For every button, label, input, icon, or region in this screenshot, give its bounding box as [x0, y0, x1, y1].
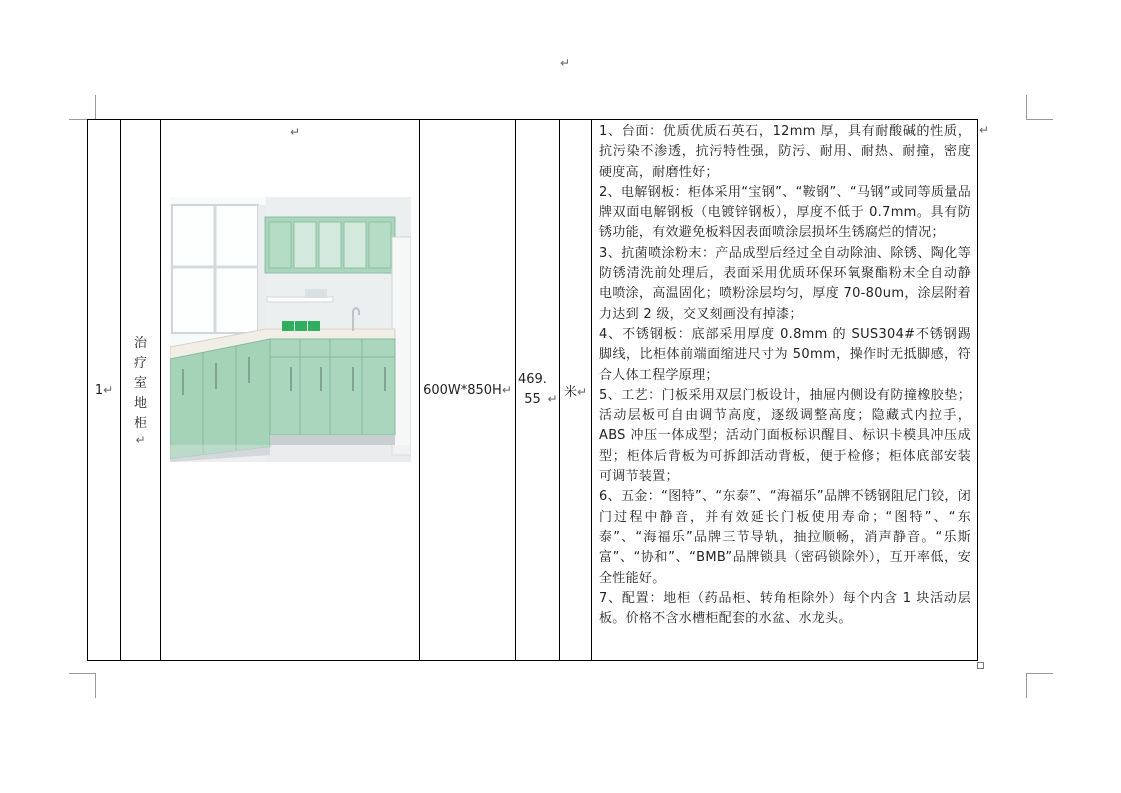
paragraph-mark: ↵ — [290, 125, 301, 139]
kitchen-cabinet-illustration — [170, 197, 411, 462]
quantity-value: 469.55 — [517, 372, 547, 407]
paragraph-mark: ↵ — [576, 384, 588, 399]
item-image-cell — [161, 120, 420, 661]
table-row — [88, 120, 978, 661]
quantity-cell — [516, 120, 560, 661]
spec-paragraph: 6、五金：“图特”、“东泰”、“海福乐”品牌不锈钢阻尼门铰，闭门过程中静音，并有效延长门板使用寿命；“图特”、“东泰”、“海福乐”品牌三节导轨，抽拉顺畅，消声静音。“乐斯富”、“协和”、“BMB”品牌锁具（密码锁除外），互开率低，安全性能好。 — [599, 489, 971, 586]
spec-description-cell — [592, 120, 978, 661]
crop-mark-top-right — [1026, 95, 1053, 120]
crop-mark-top-left — [69, 95, 96, 120]
item-name-cell — [121, 120, 161, 661]
unit-cell — [560, 120, 592, 661]
crop-mark-bottom-right — [1026, 673, 1053, 698]
size-value: 600W*850H — [423, 382, 502, 398]
paragraph-mark: ↵ — [979, 123, 990, 137]
paragraph-mark: ↵ — [560, 56, 571, 70]
kitchen-cabinet-photo — [170, 197, 411, 462]
paragraph-mark: ↵ — [135, 433, 146, 447]
spec-paragraph: 2、电解钢板：柜体采用“宝钢”、“鞍钢”、“马钢”或同等质量品牌双面电解钢板（电镀锌钢板），厚度不低于 0.7mm。具有防锈功能，有效避免板料因表面喷涂层损坏生锈腐烂的情况； — [599, 184, 971, 241]
crop-mark-bottom-left — [69, 673, 96, 698]
spec-paragraph: 7、配置：地柜（药品柜、转角柜除外）每个内含 1 块活动层板。价格不含水槽柜配套的水盆、水龙头。 — [599, 590, 971, 627]
size-cell — [420, 120, 516, 661]
paragraph-mark: ↵ — [547, 392, 558, 406]
spec-paragraph: 5、工艺：门板采用双层门板设计，抽屉内侧设有防撞橡胶垫；活动层板可自由调节高度，逐级调整高度；隐藏式内拉手，ABS 冲压一体成型；活动门面板标识醒目、标识卡模具冲压成型；柜体后背板为可拆卸活动背板，便于检修；柜体底部安装可调节装置； — [599, 387, 971, 485]
table-resize-handle[interactable] — [977, 662, 984, 669]
spec-paragraph: 1、台面：优质优质石英石，12mm 厚，具有耐酸碱的性质，抗污染不渗透，抗污特性强，防污、耐用、耐热、耐撞，密度硬度高，耐磨性好； — [599, 124, 971, 180]
item-name: 治疗室地柜 — [133, 336, 147, 431]
paragraph-mark: ↵ — [103, 382, 114, 397]
row-number: 1 — [94, 382, 104, 398]
row-number-cell — [88, 120, 121, 661]
paragraph-mark: ↵ — [501, 382, 512, 397]
spec-table — [87, 119, 978, 661]
spec-paragraph: 3、抗菌喷涂粉末：产品成型后经过全自动除油、除锈、陶化等防锈清洗前处理后，表面采用优质环保环氧聚酯粉末全自动静电喷涂，高温固化；喷粉涂层均匀，厚度 70-80um，涂层附着力达到 2 级，交叉刻画没有掉漆； — [599, 245, 971, 322]
unit-value: 米 — [563, 384, 577, 400]
spec-paragraph: 4、不锈钢板：底部采用厚度 0.8mm 的 SUS304#不锈钢踢脚线，比柜体前端面缩进尺寸为 50mm，操作时无抵脚感，符合人体工程学原理； — [599, 326, 971, 383]
